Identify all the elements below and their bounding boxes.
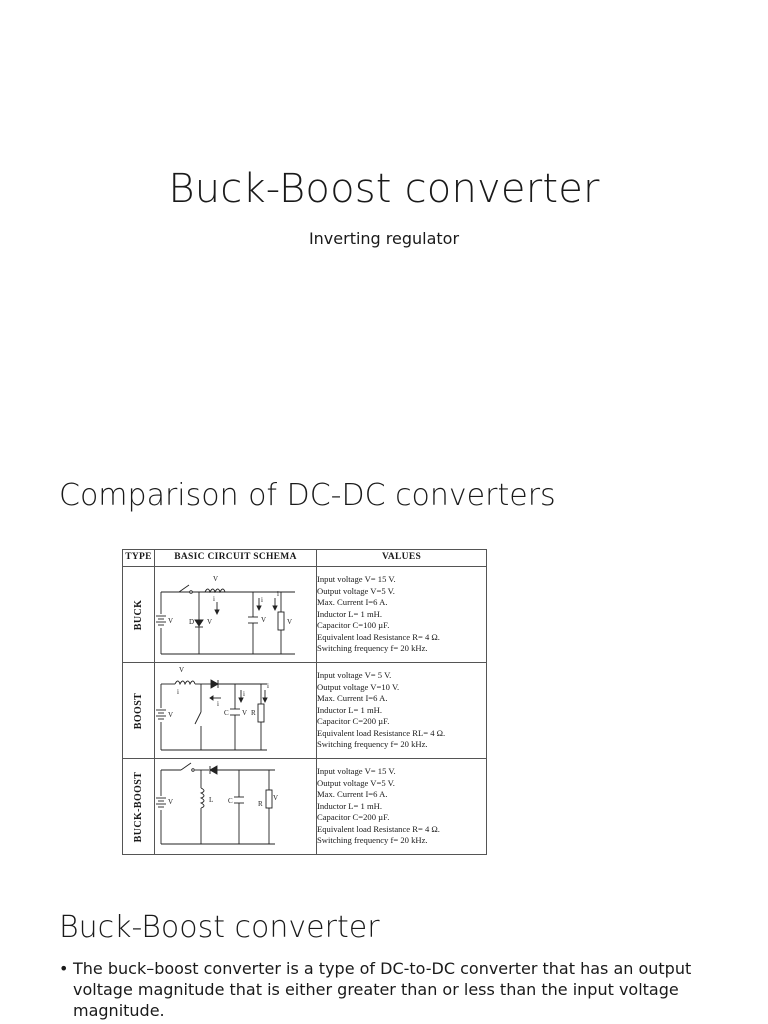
boost-circuit-diagram [155, 663, 317, 759]
slide-subtitle: Inverting regulator [308, 229, 460, 248]
header-type: TYPE [123, 550, 155, 567]
buck-circuit-diagram [155, 567, 317, 663]
label-vg: V [168, 616, 174, 625]
label-vc: V [242, 708, 248, 717]
label-vc: V [261, 615, 267, 624]
label-r: R [258, 799, 263, 808]
label-c: C [224, 708, 229, 717]
label-ic: i [243, 689, 245, 698]
label-c: C [228, 796, 233, 805]
buck-boost-values: Input voltage V= 15 V. Output voltage V=5 V. Max. Current I=6 A. Inductor L= 1 mH. Capacitor C=200 µF. Equivalent load Resistance R= 4 Ω. Switching frequency f= 20 kHz. [317, 759, 487, 855]
label-r: V [287, 617, 293, 626]
bullet-text: The buck–boost converter is a type of DC-to-DC converter that has an output voltage magnitude that is either greater than or less than the input voltage magnitude. [73, 959, 692, 1020]
label-vl: V [179, 665, 185, 674]
buck-boost-circuit-diagram [155, 759, 317, 855]
label-il: i [213, 594, 215, 603]
comparison-heading: Comparison of DC-DC converters [59, 478, 556, 513]
header-schema: BASIC CIRCUIT SCHEMA [155, 550, 317, 567]
bullet-item [59, 958, 709, 1021]
label-vx: V [207, 617, 213, 626]
label-l: L [209, 795, 214, 804]
boost-values: Input voltage V= 5 V. Output voltage V=10 V. Max. Current I=6 A. Inductor L= 1 mH. Capacitor C=200 µF. Equivalent load Resistance RL= 4 Ω. Switching frequency f= 20 kHz. [317, 663, 487, 759]
label-d: D [189, 617, 195, 626]
label-ir: i [267, 681, 269, 690]
label-vl: V [213, 574, 219, 583]
label-vg: V [168, 710, 174, 719]
row-type-boost: BOOST [123, 663, 155, 759]
label-il: i [177, 687, 179, 696]
label-vg: V [168, 797, 174, 806]
buck-boost-heading: Buck-Boost converter [59, 910, 380, 945]
label-ic: i [261, 595, 263, 604]
label-r: R [251, 708, 256, 717]
slide-title: Buck-Boost converter [168, 166, 600, 212]
comparison-table [122, 549, 486, 855]
header-values: VALUES [317, 550, 487, 567]
label-ir: i [277, 589, 279, 598]
buck-values: Input voltage V= 15 V. Output voltage V=5 V. Max. Current I=6 A. Inductor L= 1 mH. Capacitor C=100 µF. Equivalent load Resistance R= 4 Ω. Switching frequency f= 20 kHz. [317, 567, 487, 663]
label-vc: V [273, 793, 279, 802]
bullet-dot-icon: • [59, 959, 69, 978]
row-type-buck-boost: BUCK-BOOST [123, 759, 155, 855]
row-type-buck: BUCK [123, 567, 155, 663]
label-id: i [217, 699, 219, 708]
